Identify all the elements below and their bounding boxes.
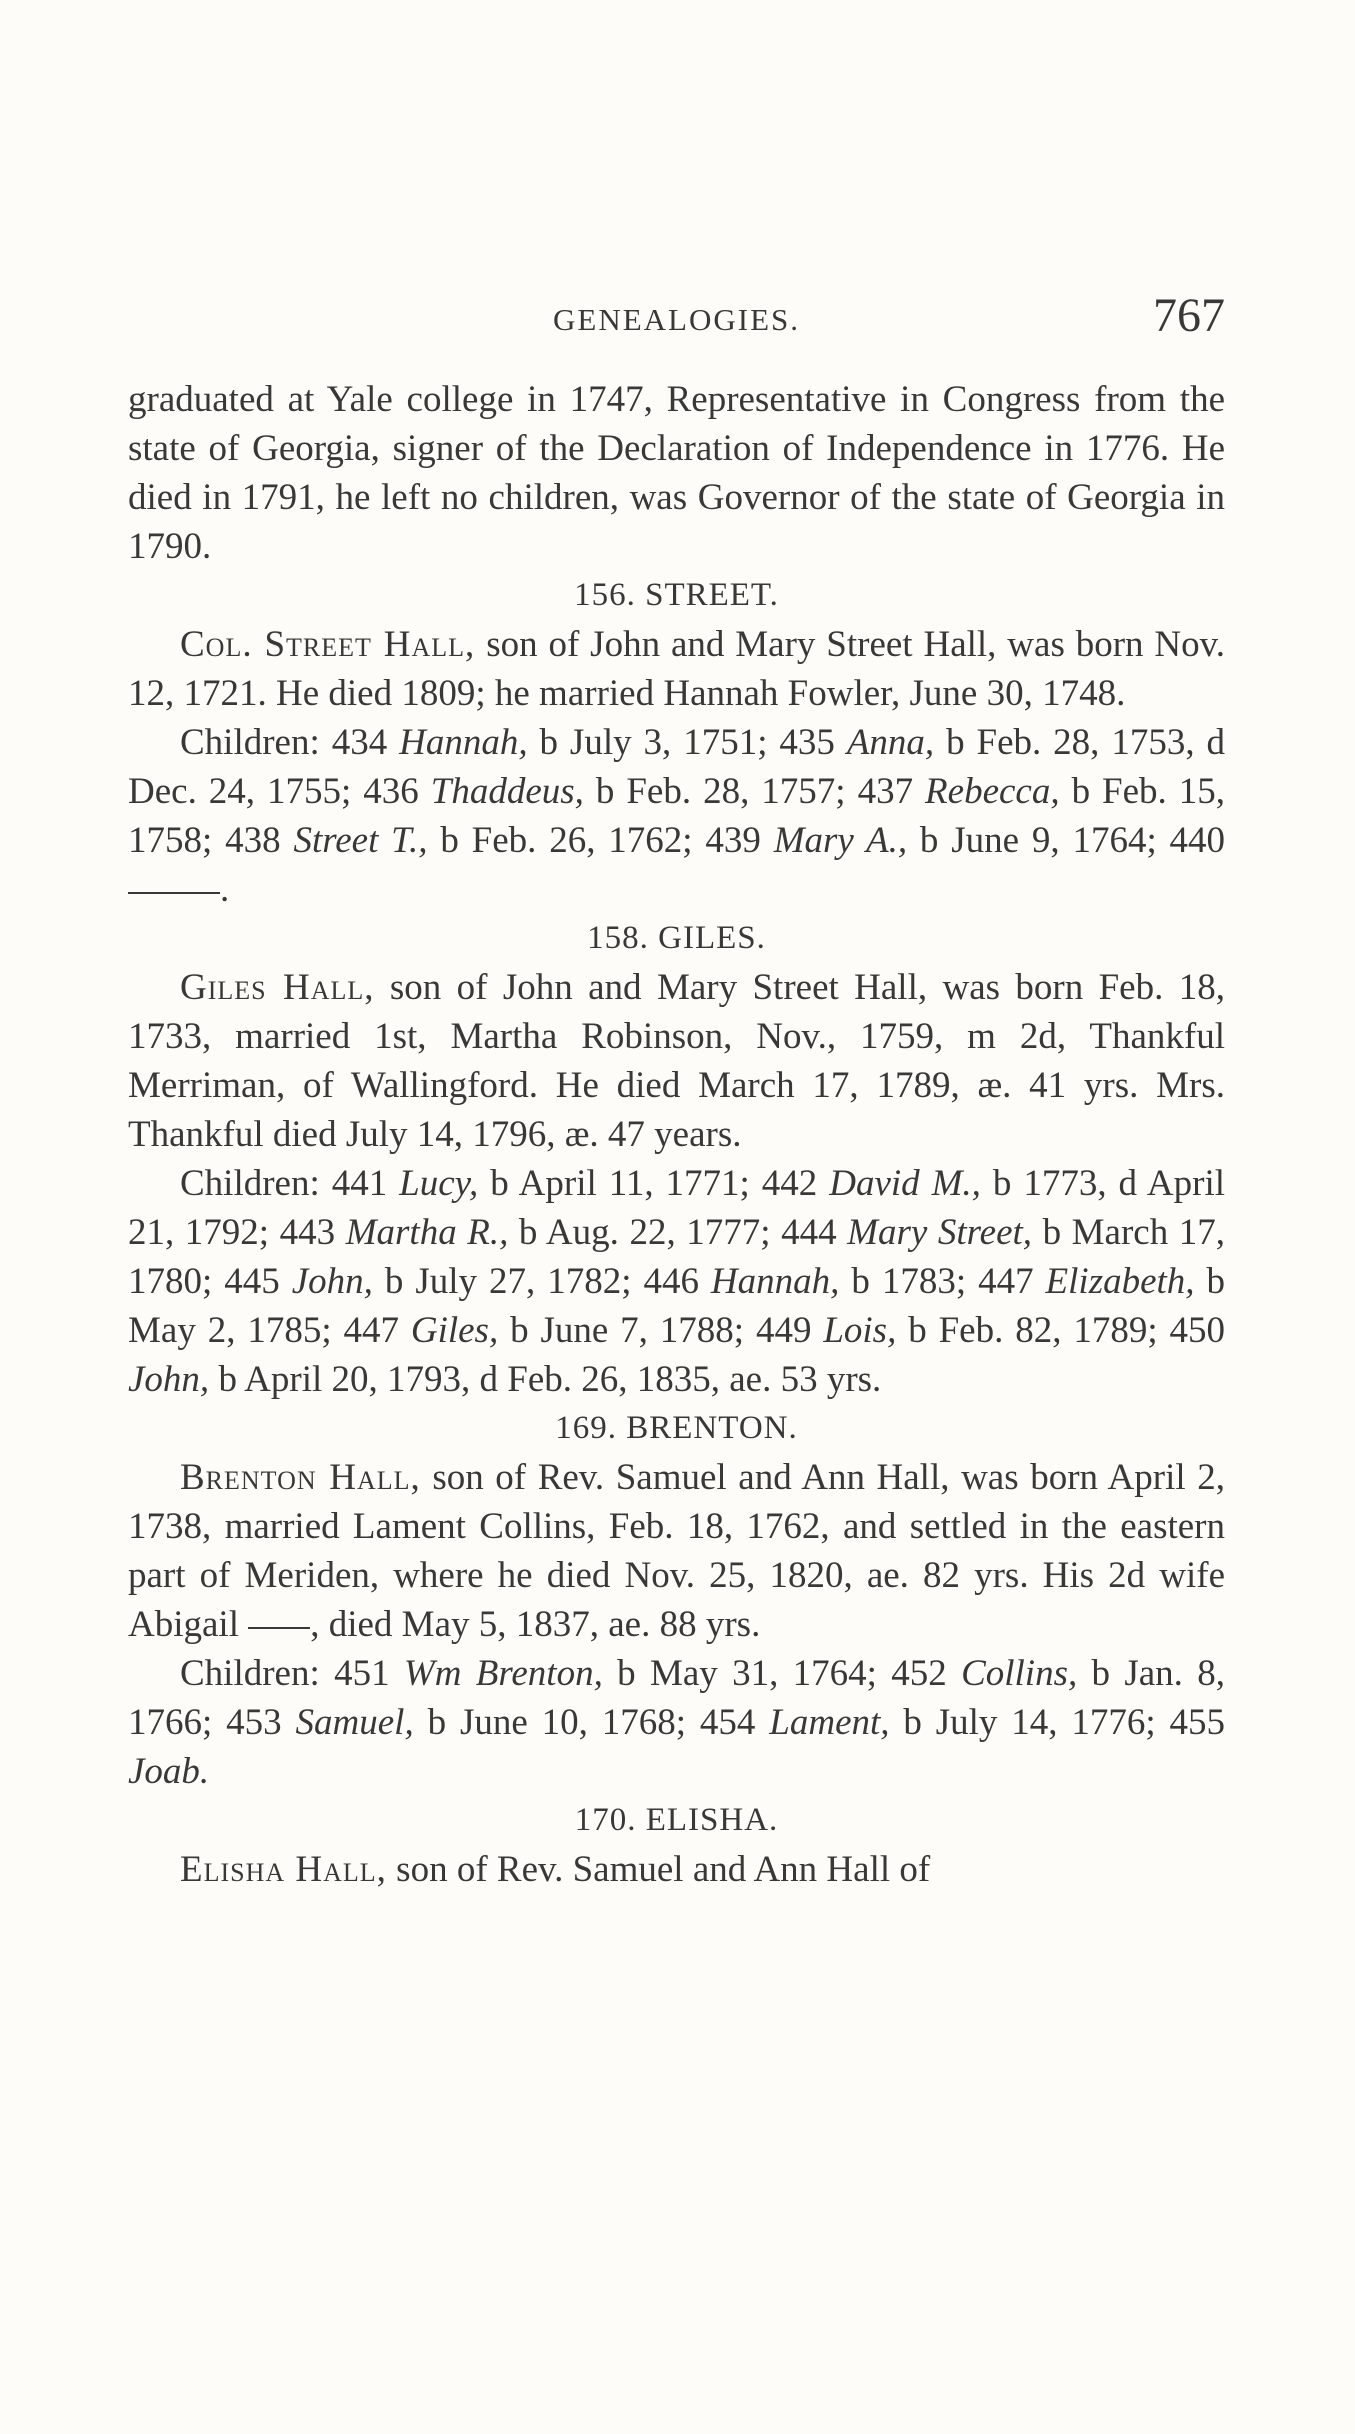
child-details: b June 10, 1768; [413, 1702, 700, 1743]
person-name: Brenton Hall, [180, 1457, 421, 1498]
child-name: Mary A., [773, 820, 908, 861]
child-number: 445 [224, 1261, 292, 1302]
child-number: 443 [279, 1212, 346, 1253]
child-name: Wm Brenton, [403, 1653, 603, 1694]
running-head: GENEALOGIES. [553, 302, 800, 337]
bio-paragraph-156 [128, 620, 1225, 718]
blank-surname-dash [248, 1627, 310, 1629]
child-number: 437 [857, 771, 926, 812]
child-details: b July 14, 1776; [889, 1702, 1170, 1743]
section-heading-158: 158. GILES. [587, 920, 766, 956]
child-details: b July 27, 1782; [372, 1261, 644, 1302]
child-name: Elizabeth, [1045, 1261, 1195, 1302]
body-text [128, 375, 1225, 1894]
child-number: 450 [1169, 1310, 1225, 1351]
child-name: Street T., [293, 820, 428, 861]
children-label: Children: [180, 722, 332, 763]
child-details: b Feb. 82, 1789; [896, 1310, 1170, 1351]
child-details: b March 17, 1780; [128, 1212, 1226, 1302]
child-details: b May 31, 1764; [602, 1653, 892, 1694]
child-details: b Feb. 15, 1758; [128, 771, 1226, 861]
child-number: 438 [225, 820, 294, 861]
child-details: b June 9, 1764; [907, 820, 1170, 861]
child-name: Lament, [769, 1702, 890, 1743]
bio-paragraph-170 [128, 1845, 1225, 1894]
child-details: b 1783; [839, 1261, 979, 1302]
child-name: John, [128, 1359, 210, 1400]
bio-text-cont: , died May 5, 1837, ae. 88 yrs. [310, 1604, 761, 1645]
child-name: Giles, [410, 1310, 499, 1351]
children-paragraph-156: Children: 434 Hannah, b July 3, 1751; 435 Anna, b Feb. 28, 1753, d Dec. 24, 1755; 436 Thaddeus, b Feb. 28, 1757; 437 Rebecca, b Feb. 15, 1758; 438 Street T., b Feb. 26, 1762; 439 Mary A., b June 9, 1764; 440 . [128, 722, 1226, 910]
children-label: Children: [180, 1653, 335, 1694]
child-name: John, [291, 1261, 373, 1302]
bio-text: son of John and Mary Street Hall, was born Feb. 18, 1733, married 1st, Martha Robinson, Nov., 1759, m 2d, Thankful Merriman, of Wallingford. He died March 17, 1789, æ. 41 yrs. Mrs. Thankful died July 14, 1796, æ. 47 years. [128, 967, 1225, 1155]
bio-text: son of Rev. Samuel and Ann Hall, was born April 2, 1738, married Lament Collins, Feb. 18, 1762, and settled in the eastern part of Meriden, where he died Nov. 25, 1820, ae. 82 yrs. His 2d wife Abigail [128, 1457, 1225, 1645]
bio-text: son of Rev. Samuel and Ann Hall of [386, 1849, 931, 1890]
person-name: Giles Hall, [180, 967, 375, 1008]
child-number: 436 [363, 771, 431, 812]
bio-paragraph-169 [128, 1453, 1225, 1649]
person-name: Col. Street Hall, [180, 624, 476, 665]
person-name: Elisha Hall, [180, 1849, 387, 1890]
child-number: 455 [1169, 1702, 1226, 1743]
child-name: Joab. [128, 1751, 210, 1792]
child-details: b June 7, 1788; [498, 1310, 756, 1351]
child-details: b April 20, 1793, d Feb. 26, 1835, ae. 53 yrs. [209, 1359, 882, 1400]
child-number: 435 [779, 722, 847, 763]
children-paragraph-169 [128, 1649, 1225, 1796]
child-number: 449 [755, 1310, 824, 1351]
child-number: 454 [699, 1702, 770, 1743]
child-details: b Feb. 28, 1753, d Dec. 24, 1755; [128, 722, 1226, 812]
child-number: 446 [643, 1261, 711, 1302]
child-details: b 1773, d April 21, 1792; [128, 1163, 1226, 1253]
page-number: 767 [1153, 289, 1225, 342]
child-name: Hannah, [710, 1261, 840, 1302]
child-details: b Feb. 28, 1757; [583, 771, 858, 812]
section-heading-170: 170. ELISHA. [574, 1802, 779, 1838]
child-name: Samuel, [295, 1702, 414, 1743]
child-name: Rebecca, [925, 771, 1060, 812]
page-header [128, 288, 1225, 358]
child-number: 434 [331, 722, 400, 763]
children-label: Children: [180, 1163, 332, 1204]
child-name: Mary Street, [847, 1212, 1033, 1253]
child-name: Hannah, [399, 722, 528, 763]
child-number: 440 [1169, 820, 1226, 861]
child-number: 447 [343, 1310, 411, 1351]
child-details: b May 2, 1785; [128, 1261, 1226, 1351]
child-name: Thaddeus, [430, 771, 584, 812]
child-name: Collins, [961, 1653, 1078, 1694]
children-paragraph-158 [128, 1159, 1225, 1404]
intro-paragraph: graduated at Yale college in 1747, Representative in Congress from the state of Georgia, signer of the Declaration of Independence in 1776. He died in 1791, he left no children, was Governor of the state of Georgia in 1790. [128, 379, 1225, 567]
child-details: b Feb. 26, 1762; [427, 820, 706, 861]
child-number: 453 [226, 1702, 296, 1743]
child-details: b Aug. 22, 1777; [508, 1212, 782, 1253]
child-name: Lucy, [399, 1163, 479, 1204]
child-name: Martha R., [345, 1212, 509, 1253]
child-number: 442 [761, 1163, 830, 1204]
section-heading-169: 169. BRENTON. [555, 1410, 798, 1446]
child-number: 444 [781, 1212, 848, 1253]
child-number: 447 [978, 1261, 1046, 1302]
bio-text: son of John and Mary Street Hall, was born Nov. 12, 1721. He died 1809; he married Hannah Fowler, June 30, 1748. [128, 624, 1225, 714]
blank-name-dash [128, 892, 220, 894]
child-number: 452 [891, 1653, 962, 1694]
bio-paragraph-158 [128, 963, 1225, 1159]
child-details: b April 11, 1771; [478, 1163, 762, 1204]
child-number: 451 [334, 1653, 404, 1694]
child-name: Lois, [823, 1310, 897, 1351]
child-number: 441 [331, 1163, 400, 1204]
child-number: 439 [705, 820, 774, 861]
section-heading-156: 156. STREET. [574, 577, 779, 613]
child-name: David M., [829, 1163, 981, 1204]
child-name: Anna, [846, 722, 935, 763]
child-details: b July 3, 1751; [527, 722, 780, 763]
child-details: b Jan. 8, 1766; [128, 1653, 1225, 1743]
